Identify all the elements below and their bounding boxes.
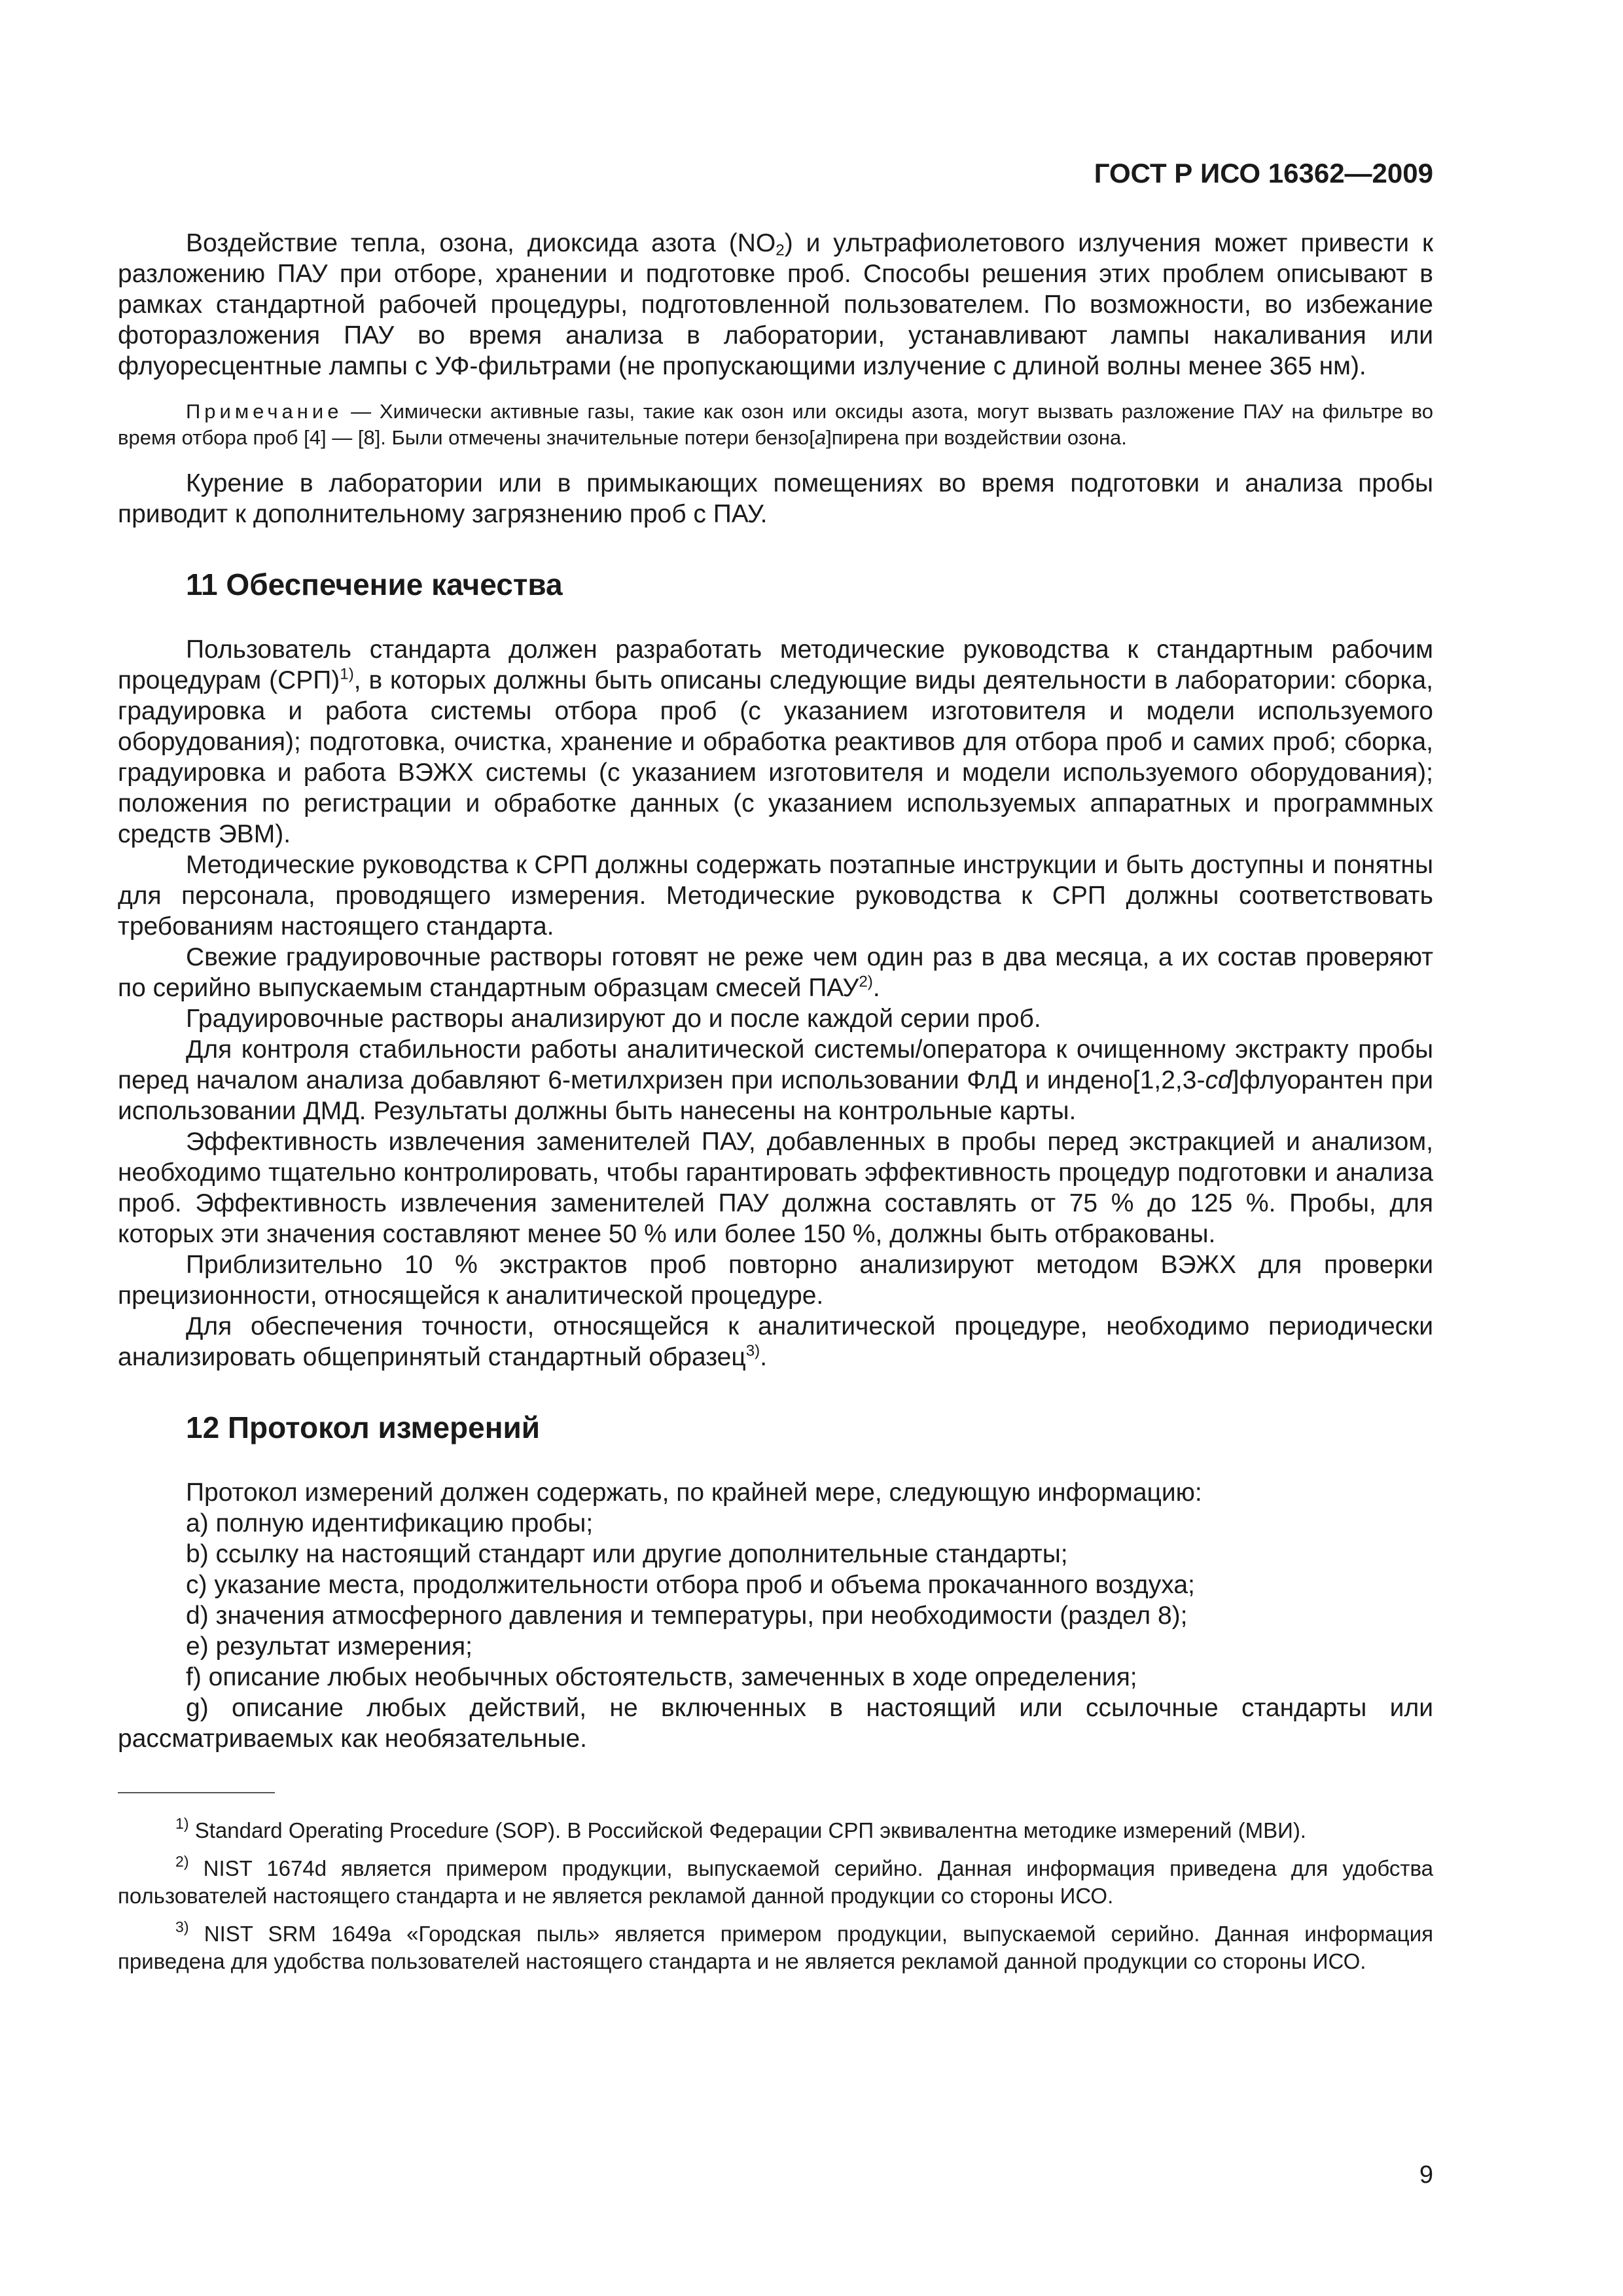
- s11-p1-text-b: , в которых должны быть описаны следующие виды деятельности в лаборатории: сборка, градуировка и работа системы отбора проб (с указанием изготовителя и модели используемого оборудования); подготовка, очистка, хранение и обработка реактивов для отбора проб и самих проб; сборка, градуировка и работа ВЭЖХ системы (с указанием изготовителя и модели используемого оборудования); положения по регистрации и обработке данных (с указанием используемых аппаратных и программных средств ЭВМ).: [118, 666, 1433, 848]
- footnote-2: [118, 1855, 1433, 1910]
- note-text-a: — Химически активные газы, такие как озон или оксиды азота, могут вызвать разложение ПАУ на фильтре во время отбора проб [4] — [8]. Были отмечены значительные потери бензо[: [118, 400, 1433, 449]
- note-paragraph: [118, 399, 1433, 451]
- intro-p1-text-b: ) и ультрафиолетового излучения может привести к разложению ПАУ при отборе, хранении и подготовке проб. Способы решения этих проблем описывают в рамках стандартной рабочей процедуры, подготовленной пользователем. По возможности, во избежание фоторазложения ПАУ во время анализа в лаборатории, устанавливают лампы накаливания или флуоресцентные лампы с УФ-фильтрами (не пропускающими излучение с длиной волны менее 365 нм).: [118, 229, 1434, 380]
- footnote-ref-1: 1): [340, 665, 354, 683]
- footnote-ref-3: 3): [745, 1342, 760, 1360]
- s11-p3-text-b: .: [872, 974, 880, 1002]
- s11-p8-text-b: .: [760, 1343, 768, 1371]
- footnote-text: NIST SRM 1649a «Городская пыль» является примером продукции, выпускаемой серийно. Данная информация приведена для удобства пользователей настоящего стандарта и не является рекламой данной продукции со стороны ИСО.: [118, 1922, 1433, 1973]
- note-label: Примечание: [186, 400, 343, 423]
- s11-paragraph-1: [118, 634, 1433, 850]
- s11-paragraph-8: [118, 1311, 1433, 1372]
- footnote-mark: 3): [175, 1918, 189, 1936]
- note-italic: a: [814, 426, 827, 449]
- footnote-1: [118, 1817, 1433, 1844]
- note-text-b: ]пирена при воздействии озона.: [826, 426, 1127, 449]
- footnote-ref-2: 2): [859, 973, 873, 991]
- footnote-mark: 2): [175, 1853, 189, 1871]
- intro-paragraph-1: [118, 228, 1433, 382]
- s11-p5-text-a: Для контроля стабильности работы аналитической системы/оператора к очищенному экстракту пробы перед началом анализа добавляют 6-метилхризен при использовании ФлД и индено[1,2,3-: [118, 1035, 1433, 1094]
- s11-paragraph-4: Градуировочные растворы анализируют до и после каждой серии проб.: [186, 1005, 1041, 1033]
- s11-p8-text-a: Для обеспечения точности, относящейся к аналитической процедуре, необходимо периодически анализировать общепринятый стандартный образец: [118, 1312, 1433, 1371]
- s11-paragraph-2: Методические руководства к СРП должны содержать поэтапные инструкции и быть доступны и понятны для персонала, проводящего измерения. Методические руководства к СРП должны соответствовать требованиям настоящего стандарта.: [118, 851, 1433, 941]
- intro-p1-text-a: Воздействие тепла, озона, диоксида азота (NO: [186, 229, 776, 257]
- s11-paragraph-6: Эффективность извлечения заменителей ПАУ, добавленных в пробы перед экстракцией и анализом, необходимо тщательно контролировать, чтобы гарантировать эффективность процедур подготовки и анализа проб. Эффективность извлечения заменителей ПАУ должна составлять от 75 % до 125 %. Пробы, для которых эти значения составляют менее 50 % или более 150 %, должны быть отбракованы.: [118, 1128, 1433, 1248]
- footnote-text: Standard Operating Procedure (SOP). В Российской Федерации СРП эквивалентна методике измерений (МВИ).: [188, 1818, 1306, 1842]
- s11-p1-text-a: Пользователь стандарта должен разработать методические руководства к стандартным рабочим процедурам (СРП): [118, 636, 1433, 694]
- section-12-title: 12 Протокол измерений: [186, 1410, 541, 1444]
- intro-paragraph-2: Курение в лаборатории или в примыкающих помещениях во время подготовки и анализа пробы приводит к дополнительному загрязнению проб с ПАУ.: [118, 469, 1433, 528]
- list-item: e) результат измерения;: [186, 1632, 473, 1660]
- no2-subscript: 2: [776, 242, 785, 260]
- footnote-text: NIST 1674d является примером продукции, выпускаемой серийно. Данная информация приведена для удобства пользователей настоящего стандарта и не является рекламой данной продукции со стороны ИСО.: [118, 1856, 1433, 1908]
- list-item: a) полную идентификацию пробы;: [186, 1509, 594, 1537]
- s11-paragraph-5: [118, 1034, 1433, 1126]
- list-item: f) описание любых необычных обстоятельств, замеченных в ходе определения;: [186, 1663, 1137, 1691]
- footnote-3: [118, 1920, 1433, 1975]
- page-number: 9: [1419, 2161, 1433, 2189]
- list-item: g) описание любых действий, не включенных в настоящий или ссылочные стандарты или рассматриваемых как необязательные.: [118, 1694, 1433, 1753]
- page-content: [118, 228, 1433, 1986]
- s11-paragraph-7: Приблизительно 10 % экстрактов проб повторно анализируют методом ВЭЖХ для проверки прецизионности, относящейся к аналитической процедуре.: [118, 1251, 1433, 1310]
- s12-intro: Протокол измерений должен содержать, по крайней мере, следующую информацию:: [186, 1479, 1202, 1507]
- section-11-title: 11 Обеспечение качества: [186, 567, 563, 601]
- list-item: d) значения атмосферного давления и температуры, при необходимости (раздел 8);: [186, 1602, 1188, 1630]
- s11-p5-text-b: ]флуорантен при использовании ДМД. Результаты должны быть нанесены на контрольные карты.: [118, 1066, 1433, 1125]
- document-id-header: ГОСТ Р ИСО 16362—2009: [1094, 158, 1433, 188]
- footnote-divider: [118, 1792, 275, 1793]
- s11-p3-text-a: Свежие градуировочные растворы готовят не реже чем один раз в два месяца, а их состав проверяют по серийно выпускаемым стандартным образцам смесей ПАУ: [118, 943, 1433, 1002]
- footnote-mark: 1): [175, 1815, 189, 1833]
- list-item: b) ссылку на настоящий стандарт или другие дополнительные стандарты;: [186, 1540, 1068, 1568]
- s11-p5-italic: cd: [1205, 1066, 1232, 1094]
- s11-paragraph-3: [118, 942, 1433, 1003]
- list-item: c) указание места, продолжительности отбора проб и объема прокачанного воздуха;: [186, 1571, 1195, 1599]
